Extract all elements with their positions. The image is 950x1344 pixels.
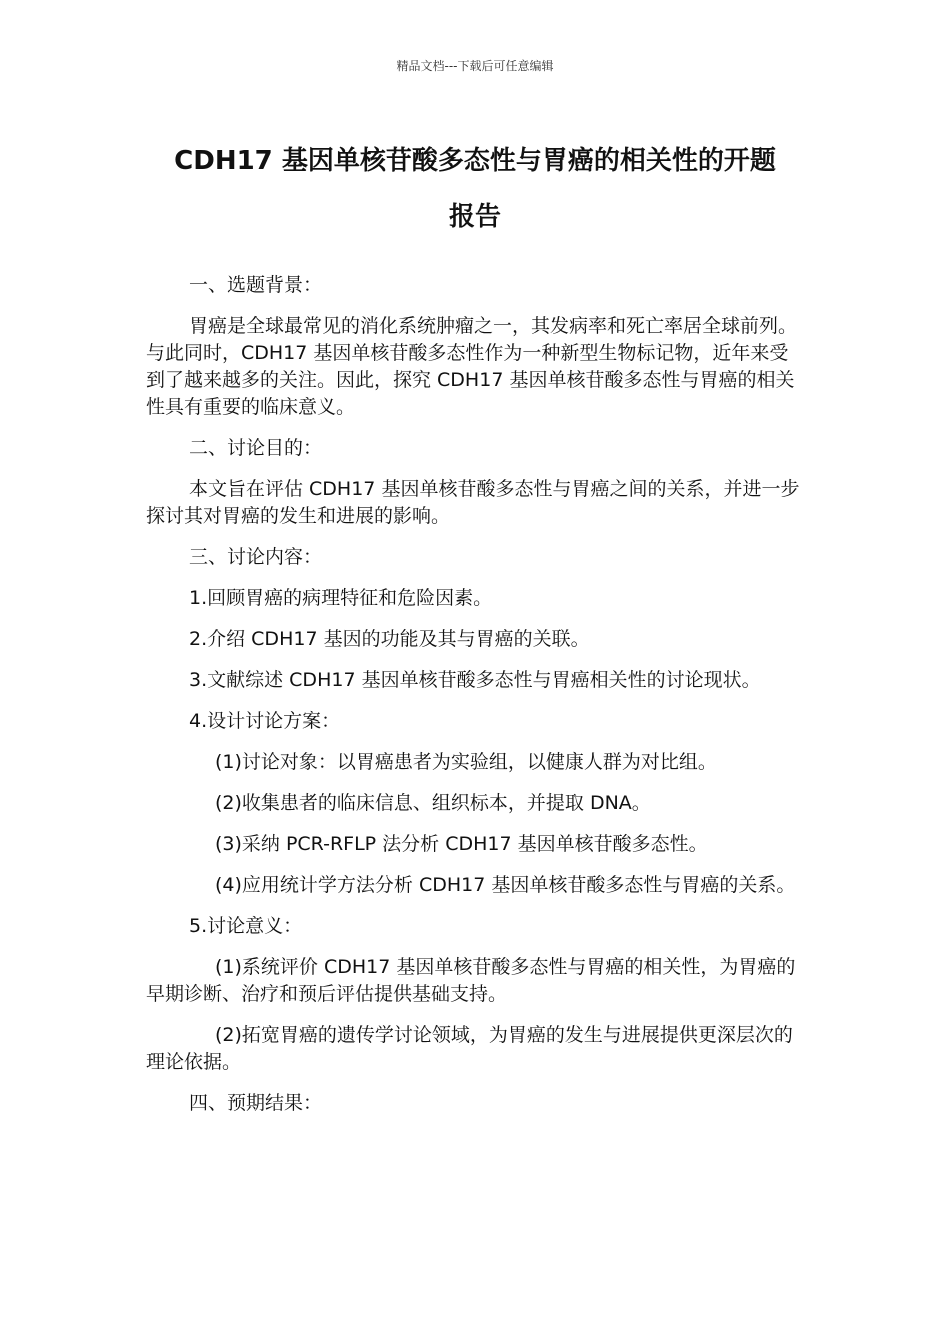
section-heading-expected-results: 四、预期结果：	[189, 1092, 323, 1114]
sub-item-4-4: (4)应用统计学方法分析 CDH17 基因单核苷酸多态性与胃癌的关系。	[215, 874, 796, 896]
sub-item-5-2: (2)拓宽胃癌的遗传学讨论领域，为胃癌的发生与进展提供更深层次的理论依据。	[146, 1024, 793, 1073]
list-item-4: 4.设计讨论方案：	[189, 710, 341, 732]
paragraph-background: 胃癌是全球最常见的消化系统肿瘤之一，其发病率和死亡率居全球前列。与此同时，CDH17 基因单核苷酸多态性作为一种新型生物标记物，近年来受到了越来越多的关注。因此，探究 CDH17 基因单核苷酸多态性与胃癌的相关性具有重要的临床意义。	[146, 315, 798, 418]
document-title-line-2: 报告	[448, 202, 501, 232]
sub-item-4-2: (2)收集患者的临床信息、组织标本，并提取 DNA。	[215, 792, 651, 814]
list-item-1: 1.回顾胃癌的病理特征和危险因素。	[189, 587, 493, 609]
section-heading-content: 三、讨论内容：	[189, 546, 323, 568]
sub-item-4-3: (3)采纳 PCR-RFLP 法分析 CDH17 基因单核苷酸多态性。	[215, 833, 708, 855]
section-heading-background: 一、选题背景：	[189, 274, 323, 296]
section-heading-purpose: 二、讨论目的：	[189, 437, 323, 459]
paragraph-purpose: 本文旨在评估 CDH17 基因单核苷酸多态性与胃癌之间的关系，并进一步探讨其对胃癌的发生和进展的影响。	[146, 478, 800, 527]
sub-item-5-1: (1)系统评价 CDH17 基因单核苷酸多态性与胃癌的相关性，为胃癌的早期诊断、治疗和预后评估提供基础支持。	[146, 956, 796, 1005]
list-item-3: 3.文献综述 CDH17 基因单核苷酸多态性与胃癌相关性的讨论现状。	[189, 669, 761, 691]
header-note: 精品文档---下载后可任意编辑	[396, 59, 554, 73]
sub-item-4-1: (1)讨论对象：以胃癌患者为实验组，以健康人群为对比组。	[215, 751, 717, 773]
document-title-line-1: CDH17 基因单核苷酸多态性与胃癌的相关性的开题	[174, 146, 776, 176]
document-body	[146, 272, 806, 1131]
list-item-5: 5.讨论意义：	[189, 915, 303, 937]
list-item-2: 2.介绍 CDH17 基因的功能及其与胃癌的关联。	[189, 628, 590, 650]
